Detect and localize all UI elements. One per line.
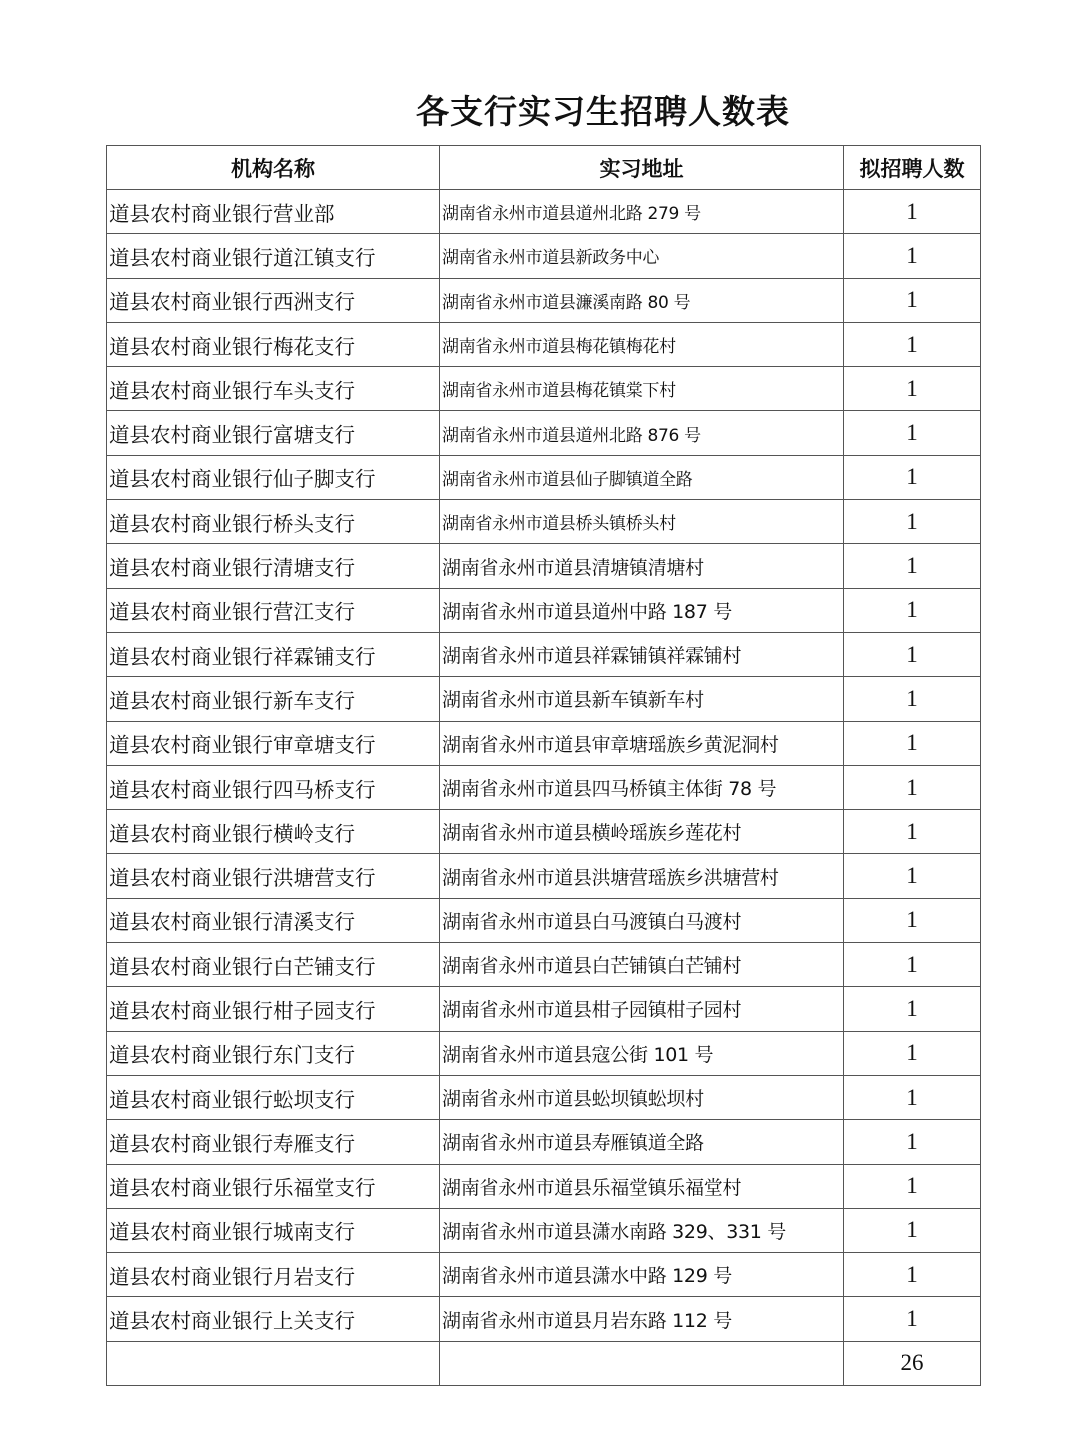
internship-address: 湖南省永州市道县白芒铺镇白芒铺村 [440, 943, 844, 987]
table-row [107, 765, 981, 809]
table-row [107, 367, 981, 411]
table-row [107, 677, 981, 721]
table-row [107, 190, 981, 234]
institution-name: 道县农村商业银行审章塘支行 [107, 721, 440, 765]
institution-name: 道县农村商业银行营业部 [107, 190, 440, 234]
table-row [107, 810, 981, 854]
recruit-count: 1 [844, 810, 981, 854]
internship-address: 湖南省永州市道县白马渡镇白马渡村 [440, 898, 844, 942]
total-row [107, 1341, 981, 1385]
table-row [107, 455, 981, 499]
recruit-count: 1 [844, 190, 981, 234]
internship-address: 湖南省永州市道县道州北路 876 号 [440, 411, 844, 455]
institution-name: 道县农村商业银行白芒铺支行 [107, 943, 440, 987]
institution-name: 道县农村商业银行月岩支行 [107, 1253, 440, 1297]
recruit-count: 1 [844, 1075, 981, 1119]
recruit-count: 1 [844, 677, 981, 721]
institution-name: 道县农村商业银行祥霖铺支行 [107, 632, 440, 676]
total-name [107, 1341, 440, 1385]
table-row [107, 1075, 981, 1119]
recruitment-table [106, 145, 981, 1386]
institution-name: 道县农村商业银行富塘支行 [107, 411, 440, 455]
table-row [107, 411, 981, 455]
internship-address: 湖南省永州市道县审章塘瑶族乡黄泥洞村 [440, 721, 844, 765]
recruit-count: 1 [844, 322, 981, 366]
institution-name: 道县农村商业银行车头支行 [107, 367, 440, 411]
recruit-count: 1 [844, 1253, 981, 1297]
internship-address: 湖南省永州市道县濂溪南路 80 号 [440, 278, 844, 322]
institution-name: 道县农村商业银行桥头支行 [107, 500, 440, 544]
internship-address: 湖南省永州市道县蚣坝镇蚣坝村 [440, 1075, 844, 1119]
institution-name: 道县农村商业银行梅花支行 [107, 322, 440, 366]
table-row [107, 943, 981, 987]
table-row [107, 898, 981, 942]
internship-address: 湖南省永州市道县潇水中路 129 号 [440, 1253, 844, 1297]
table-row [107, 322, 981, 366]
table-row [107, 1297, 981, 1341]
page-title: 各支行实习生招聘人数表 [416, 92, 790, 131]
internship-address: 湖南省永州市道县新车镇新车村 [440, 677, 844, 721]
recruit-count: 1 [844, 765, 981, 809]
table-row [107, 1031, 981, 1075]
recruit-count: 1 [844, 943, 981, 987]
institution-name: 道县农村商业银行清塘支行 [107, 544, 440, 588]
table-row [107, 234, 981, 278]
recruit-count: 1 [844, 455, 981, 499]
header-address: 实习地址 [440, 146, 844, 190]
internship-address: 湖南省永州市道县乐福堂镇乐福堂村 [440, 1164, 844, 1208]
institution-name: 道县农村商业银行寿雁支行 [107, 1120, 440, 1164]
institution-name: 道县农村商业银行营江支行 [107, 588, 440, 632]
table-row [107, 278, 981, 322]
institution-name: 道县农村商业银行柑子园支行 [107, 987, 440, 1031]
recruit-count: 1 [844, 234, 981, 278]
header-institution: 机构名称 [107, 146, 440, 190]
recruit-count: 1 [844, 1208, 981, 1252]
internship-address: 湖南省永州市道县道州中路 187 号 [440, 588, 844, 632]
recruit-count: 1 [844, 1164, 981, 1208]
internship-address: 湖南省永州市道县清塘镇清塘村 [440, 544, 844, 588]
institution-name: 道县农村商业银行道江镇支行 [107, 234, 440, 278]
internship-address: 湖南省永州市道县四马桥镇主体街 78 号 [440, 765, 844, 809]
internship-address: 湖南省永州市道县梅花镇梅花村 [440, 322, 844, 366]
internship-address: 湖南省永州市道县道州北路 279 号 [440, 190, 844, 234]
total-address [440, 1341, 844, 1385]
institution-name: 道县农村商业银行横岭支行 [107, 810, 440, 854]
institution-name: 道县农村商业银行新车支行 [107, 677, 440, 721]
recruit-count: 1 [844, 544, 981, 588]
institution-name: 道县农村商业银行洪塘营支行 [107, 854, 440, 898]
internship-address: 湖南省永州市道县潇水南路 329、331 号 [440, 1208, 844, 1252]
institution-name: 道县农村商业银行清溪支行 [107, 898, 440, 942]
table-row [107, 1208, 981, 1252]
internship-address: 湖南省永州市道县寿雁镇道全路 [440, 1120, 844, 1164]
institution-name: 道县农村商业银行四马桥支行 [107, 765, 440, 809]
internship-address: 湖南省永州市道县新政务中心 [440, 234, 844, 278]
internship-address: 湖南省永州市道县祥霖铺镇祥霖铺村 [440, 632, 844, 676]
recruit-count: 1 [844, 500, 981, 544]
recruit-count: 1 [844, 632, 981, 676]
table-row [107, 632, 981, 676]
institution-name: 道县农村商业银行城南支行 [107, 1208, 440, 1252]
header-count: 拟招聘人数 [844, 146, 981, 190]
table-row [107, 1164, 981, 1208]
recruit-count: 1 [844, 1297, 981, 1341]
recruit-count: 1 [844, 367, 981, 411]
institution-name: 道县农村商业银行仙子脚支行 [107, 455, 440, 499]
institution-name: 道县农村商业银行东门支行 [107, 1031, 440, 1075]
internship-address: 湖南省永州市道县横岭瑶族乡莲花村 [440, 810, 844, 854]
institution-name: 道县农村商业银行乐福堂支行 [107, 1164, 440, 1208]
internship-address: 湖南省永州市道县仙子脚镇道全路 [440, 455, 844, 499]
internship-address: 湖南省永州市道县梅花镇棠下村 [440, 367, 844, 411]
total-count: 26 [844, 1341, 981, 1385]
recruit-count: 1 [844, 854, 981, 898]
internship-address: 湖南省永州市道县洪塘营瑶族乡洪塘营村 [440, 854, 844, 898]
table-header-row [107, 146, 981, 190]
table-row [107, 588, 981, 632]
recruit-count: 1 [844, 721, 981, 765]
institution-name: 道县农村商业银行上关支行 [107, 1297, 440, 1341]
internship-address: 湖南省永州市道县柑子园镇柑子园村 [440, 987, 844, 1031]
table-row [107, 1120, 981, 1164]
table-row [107, 544, 981, 588]
recruit-count: 1 [844, 987, 981, 1031]
recruit-count: 1 [844, 1031, 981, 1075]
table-row [107, 721, 981, 765]
internship-address: 湖南省永州市道县月岩东路 112 号 [440, 1297, 844, 1341]
recruit-count: 1 [844, 278, 981, 322]
table-row [107, 854, 981, 898]
recruit-count: 1 [844, 1120, 981, 1164]
table-row [107, 1253, 981, 1297]
internship-address: 湖南省永州市道县寇公街 101 号 [440, 1031, 844, 1075]
internship-address: 湖南省永州市道县桥头镇桥头村 [440, 500, 844, 544]
table-row [107, 987, 981, 1031]
recruit-count: 1 [844, 588, 981, 632]
table-row [107, 500, 981, 544]
recruit-count: 1 [844, 898, 981, 942]
institution-name: 道县农村商业银行蚣坝支行 [107, 1075, 440, 1119]
institution-name: 道县农村商业银行西洲支行 [107, 278, 440, 322]
recruit-count: 1 [844, 411, 981, 455]
